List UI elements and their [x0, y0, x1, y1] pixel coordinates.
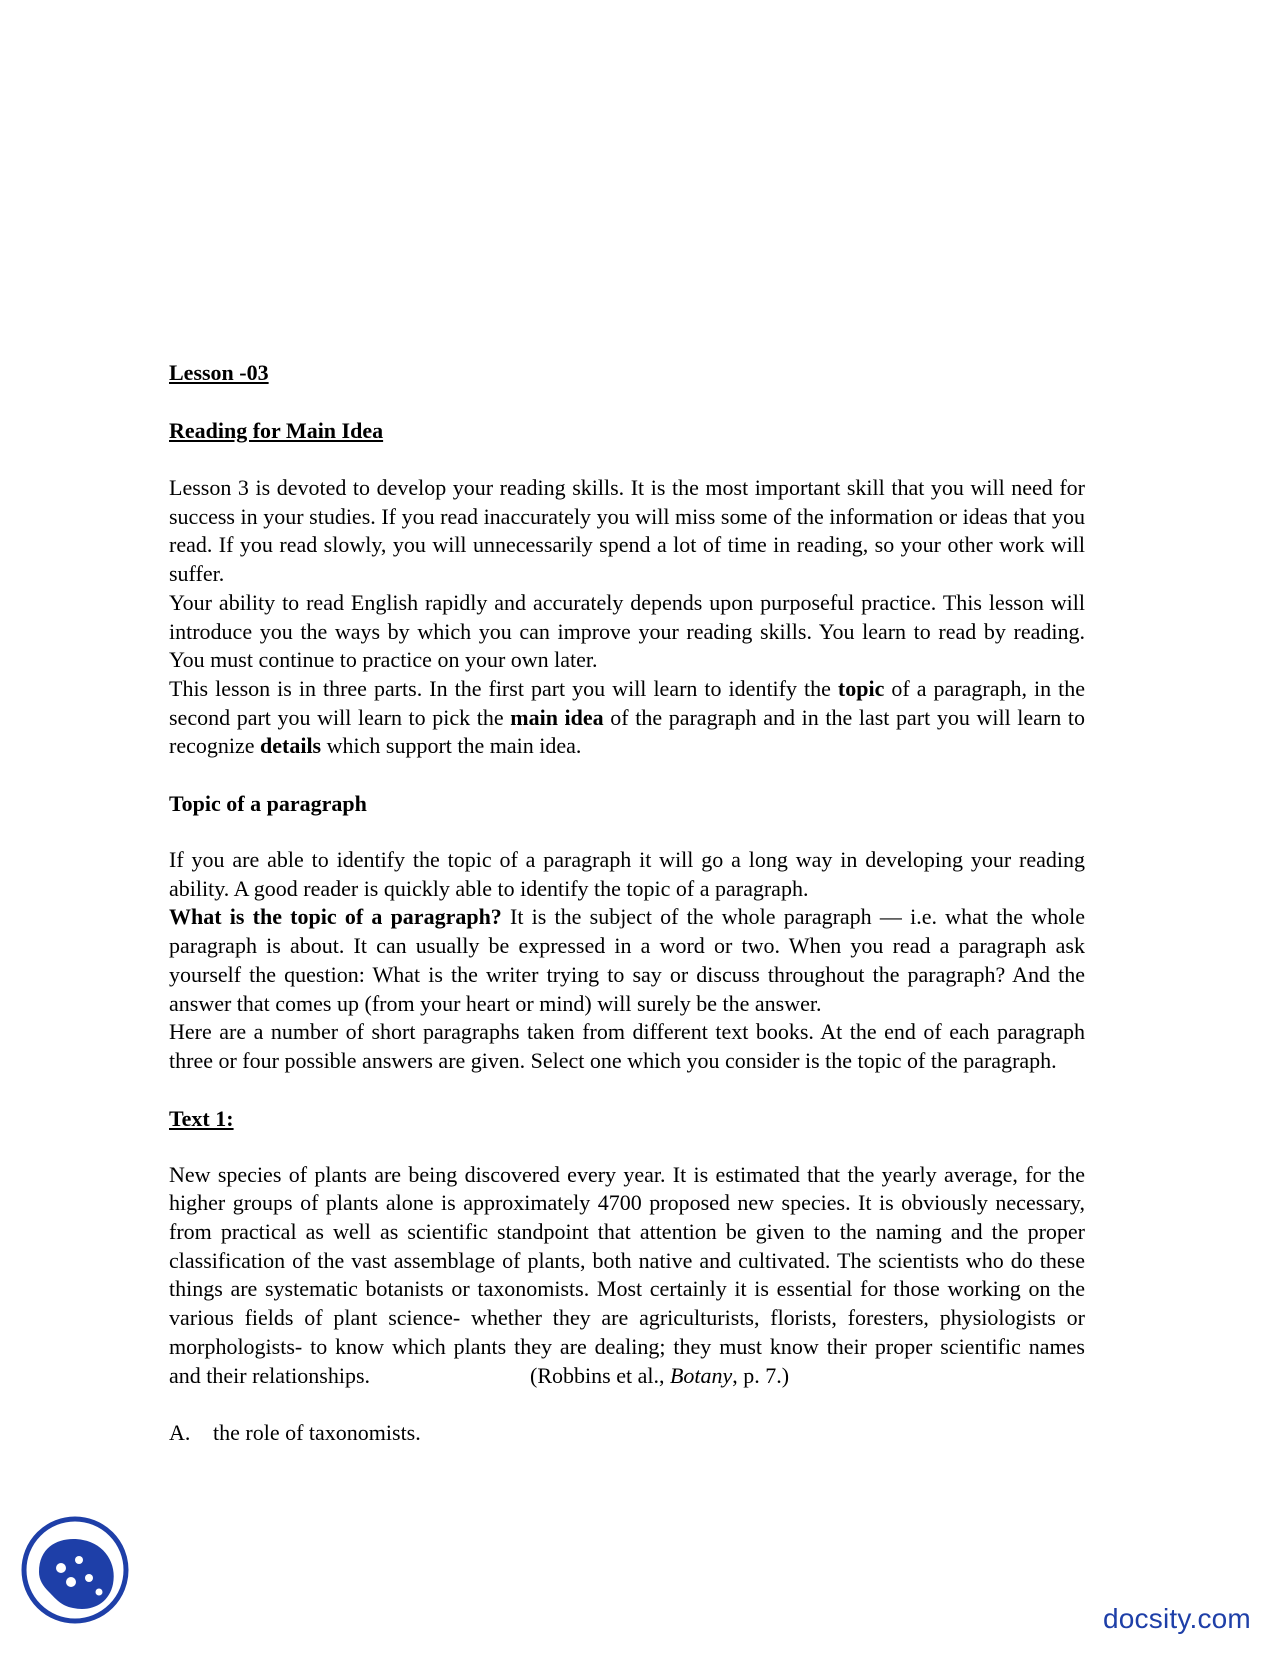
topic-paragraph-3: Here are a number of short paragraphs taken from different text books. At the end of each paragraph three or four possible answers are given. Select one which you consider is the topic of the paragraph.: [169, 1019, 1085, 1073]
citation-book-title: Botany: [669, 1362, 733, 1388]
lesson-title: Reading for Main Idea: [169, 418, 384, 443]
docsity-brand-link[interactable]: docsity.com: [1103, 1603, 1251, 1634]
text1-body: New species of plants are being discovered every year. It is estimated that the yearly average, for the higher groups of plants alone is approximately 4700 proposed new species. It is obviously necessary, from practical as well as scientific standpoint that attention be given to the naming and the proper classification of the vast assemblage of plants, both native and cultivated. The scientists who do these things are systematic botanists or taxonomists. Most certainly it is essential for those working on the various fields of plant science- whether they are agriculturists, florists, foresters, physiologists or morphologists- to know which plants they are dealing; they must know their proper scientific names and their relationships. (Robbins et al., Botany, p. 7.): [169, 1161, 1085, 1391]
topic-paragraph-1: If you are able to identify the topic of a paragraph it will go a long way in developing your reading ability. A good reader is quickly able to identify the topic of a paragraph.: [169, 847, 1085, 901]
document-page: [169, 358, 1085, 1447]
docsity-ladybug-logo-icon[interactable]: [19, 1514, 131, 1626]
text1-citation: (Robbins et al., Botany, p. 7.): [530, 1362, 790, 1388]
intro-paragraph-2: Your ability to read English rapidly and accurately depends upon purposeful practice. This lesson will introduce you the ways by which you can improve your reading skills. You learn to read by reading. You must continue to practice on your own later.: [169, 589, 1085, 673]
option-letter: A.: [169, 1420, 191, 1446]
topic-paragraph-2: What is the topic of a paragraph? It is the subject of the whole paragraph — i.e. what the whole paragraph is about. It can usually be expressed in a word or two. When you read a paragraph ask yourself the question: What is the writer trying to say or discuss throughout the paragraph? And the answer that comes up (from your heart or mind) will surely be the answer.: [169, 904, 1085, 1016]
keyword-details: details: [260, 733, 322, 759]
answer-option-a[interactable]: [169, 1418, 1085, 1447]
lesson-number-heading: Lesson -03: [169, 360, 269, 385]
intro-paragraph-3: This lesson is in three parts. In the first part you will learn to identify the topic of a paragraph, in the second part you will learn to pick the main idea of the paragraph and in the last part you will learn to recognize details which support the main idea.: [169, 675, 1085, 759]
keyword-topic: topic: [837, 675, 885, 701]
intro-paragraph-1: Lesson 3 is devoted to develop your reading skills. It is the most important skill that you will need for success in your studies. If you read inaccurately you will miss some of the information or ideas that you read. If you read slowly, you will unnecessarily spend a lot of time in reading, so your other work will suffer.: [169, 475, 1085, 587]
text1-heading: Text 1:: [169, 1105, 234, 1131]
option-text: the role of taxonomists.: [213, 1420, 421, 1446]
keyword-main-idea: main idea: [510, 704, 604, 730]
topic-question: What is the topic of a paragraph?: [169, 904, 502, 930]
topic-section-heading: Topic of a paragraph: [169, 791, 367, 817]
